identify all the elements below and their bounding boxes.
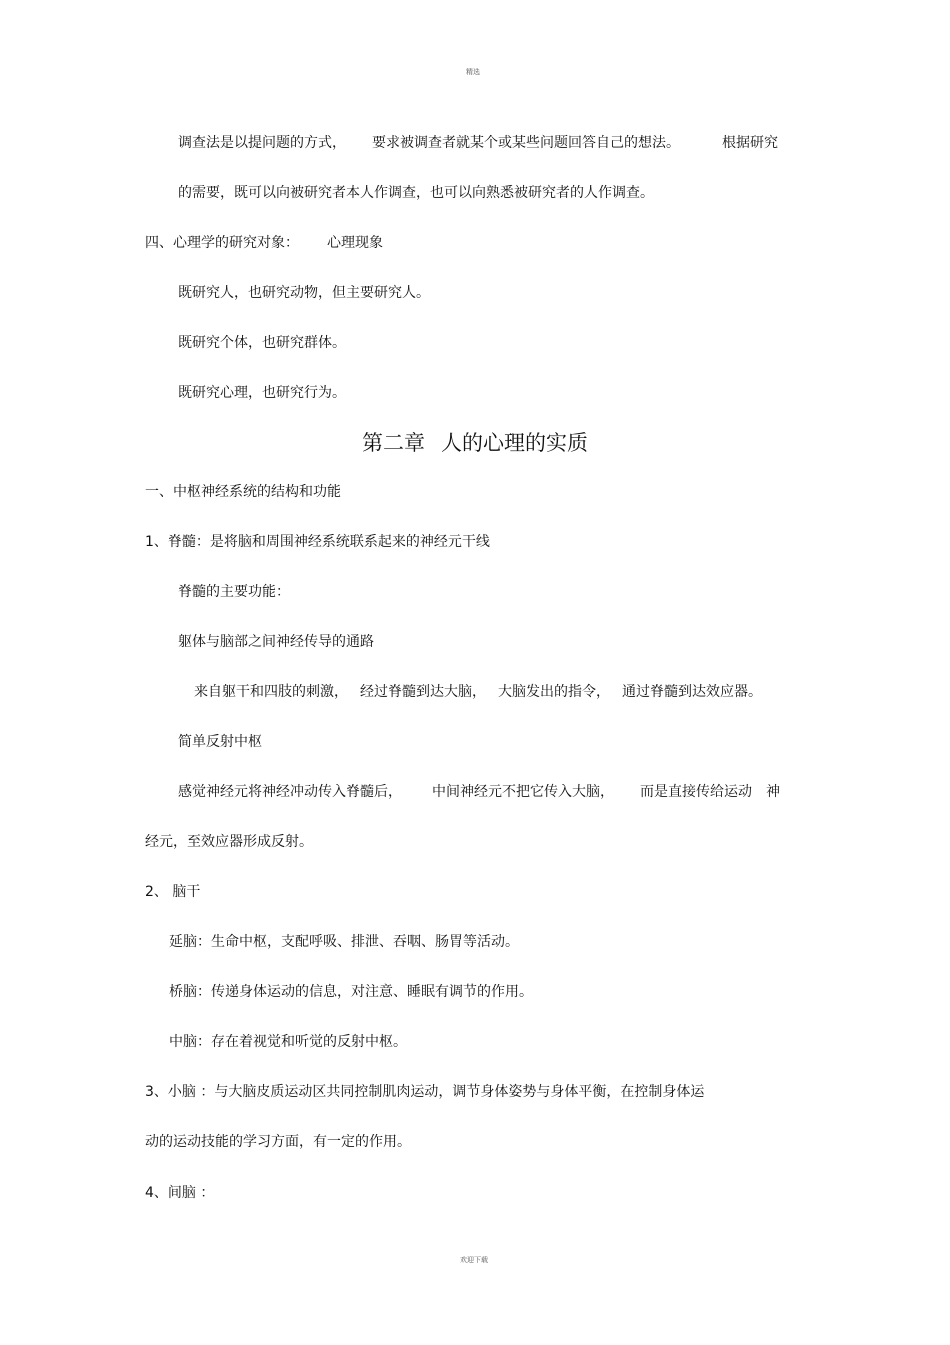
survey-line-1-part-a: 调查法是以提问题的方式， (178, 135, 346, 151)
survey-line-1-part-c: 根据研究 (722, 135, 778, 151)
cerebellum-line-1: 3、小脑 ：与大脑皮质运动区共同控制肌肉运动，调节身体姿势与身体平衡，在控制身体运 (145, 1084, 705, 1100)
brainstem-item-medulla: 延脑：生命中枢，支配呼吸、排泄、吞咽、肠胃等活动。 (169, 934, 519, 950)
section-4-value: 心理现象 (327, 235, 383, 251)
brainstem-item-pons: 桥脑：传递身体运动的信息，对注意、睡眠有调节的作用。 (169, 984, 533, 1000)
spine-function-1-desc-d: 通过脊髓到达效应器。 (622, 684, 762, 700)
section-4-item-2: 既研究个体，也研究群体。 (178, 335, 346, 351)
cerebellum-line-2: 动的运动技能的学习方面，有一定的作用。 (145, 1134, 411, 1150)
page-header: 精选 (466, 68, 480, 76)
chapter-number: 第二章 (362, 431, 425, 455)
spine-function-1-desc-c: 大脑发出的指令， (498, 684, 610, 700)
section-4-item-3: 既研究心理，也研究行为。 (178, 385, 346, 401)
spine-function-2-desc-c: 而是直接传给运动 (640, 784, 752, 800)
section-1-heading: 一、中枢神经系统的结构和功能 (145, 484, 341, 500)
spine-function-2-desc-b: 中间神经元不把它传入大脑， (432, 784, 614, 800)
survey-line-2: 的需要，既可以向被研究者本人作调查，也可以向熟悉被研究者的人作调查。 (178, 185, 654, 201)
chapter-name: 人的心理的实质 (441, 431, 588, 455)
diencephalon-title: 4、间脑 ： (145, 1185, 215, 1201)
spine-function-1-desc (194, 682, 762, 702)
survey-line-1-part-b: 要求被调查者就某个或某些问题回答自己的想法。 (372, 135, 680, 151)
section-4-heading (145, 233, 383, 253)
spine-title: 1、脊髓：是将脑和周围神经系统联系起来的神经元干线 (145, 534, 490, 550)
spine-function-1: 躯体与脑部之间神经传导的通路 (178, 634, 374, 650)
spine-function-2-desc-a: 感觉神经元将神经冲动传入脊髓后， (178, 784, 402, 800)
spine-function-1-desc-b: 经过脊髓到达大脑， (360, 684, 486, 700)
section-4-title: 四、心理学的研究对象： (145, 235, 299, 251)
spine-function-label: 脊髓的主要功能： (178, 584, 290, 600)
spine-function-2: 简单反射中枢 (178, 734, 262, 750)
survey-line-1 (178, 133, 778, 153)
page-footer: 欢迎下载 (460, 1256, 488, 1264)
chapter-title (362, 429, 588, 457)
brainstem-item-midbrain: 中脑：存在着视觉和听觉的反射中枢。 (169, 1034, 407, 1050)
brainstem-title: 2、 脑干 (145, 884, 201, 900)
section-4-item-1: 既研究人，也研究动物，但主要研究人。 (178, 285, 430, 301)
spine-function-2-desc-line-1 (178, 782, 780, 802)
spine-function-2-desc-line-2: 经元，至效应器形成反射。 (145, 834, 313, 850)
spine-function-2-desc-d: 神 (766, 784, 780, 800)
spine-function-1-desc-a: 来自躯干和四肢的刺激， (194, 684, 348, 700)
